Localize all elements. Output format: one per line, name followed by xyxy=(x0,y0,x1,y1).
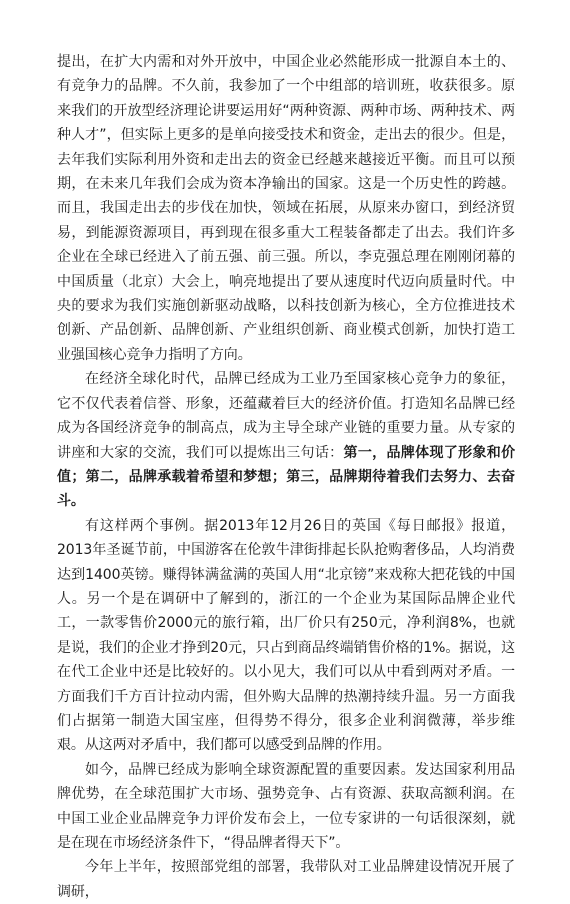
paragraph-4-text: 如今，品牌已经成为影响全球资源配置的重要因素。发达国家利用品牌优势，在全球范围扩大市场、强势竞争、占有资源、获取高额利润。在中国工业企业品牌竞争力评价发布会上，一位专家讲的一句话很深刻，就是在现在市场经济条件下，“得品牌者得天下”。 xyxy=(57,761,515,851)
document-page xyxy=(57,50,515,904)
paragraph-1 xyxy=(57,50,515,367)
paragraph-5-text: 今年上半年，按照部党组的部署，我带队对工业品牌建设情况开展了调研， xyxy=(57,859,515,900)
paragraph-1-text: 提出，在扩大内需和对外开放中，中国企业必然能形成一批源自本土的、有竞争力的品牌。不久前，我参加了一个中组部的培训班，收获很多。原来我们的开放型经济理论讲要运用好“两种资源、两种市场、两种技术、两种人才”，但实际上更多的是单向接受技术和资金，走出去的很少。但是，去年我们实际利用外资和走出去的资金已经越来越接近平衡。而且可以预期，在未来几年我们会成为资本净输出的国家。这是一个历史性的跨越。而且，我国走出去的步伐在加快，领域在拓展，从原来办窗口，到经济贸易，到能源资源项目，再到现在很多重大工程装备都走了出去。我们许多企业在全球已经进入了前五强、前三强。所以，李克强总理在刚刚闭幕的中国质量（北京）大会上，响亮地提出了要从速度时代迈向质量时代。中央的要求为我们实施创新驱动战略，以科技创新为核心，全方位推进技术创新、产品创新、品牌创新、产业组织创新、商业模式创新，加快打造工业强国核心竞争力指明了方向。 xyxy=(57,54,515,363)
paragraph-3 xyxy=(57,514,515,758)
paragraph-3-text: 有这样两个事例。据2013年12月26日的英国《每日邮报》报道，2013年圣诞节前，中国游客在伦敦牛津街排起长队抢购奢侈品，人均消费达到1400英镑。赚得钵满盆满的英国人用“北京镑”来戏称大把花钱的中国人。另一个是在调研中了解到的，浙江的一个企业为某国际品牌企业代工，一款零售价2000元的旅行箱，出厂价只有250元，净利润8%，也就是说，我们的企业才挣到20元，只占到商品终端销售价格的1%。据说，这在代工企业中还是比较好的。以小见大，我们可以从中看到两对矛盾。一方面我们千方百计拉动内需，但外购大品牌的热潮持续升温。另一方面我们占据第一制造大国宝座，但得势不得分，很多企业利润微薄，举步维艰。从这两对矛盾中，我们都可以感受到品牌的作用。 xyxy=(57,517,515,754)
paragraph-5 xyxy=(57,855,515,904)
paragraph-2-text: 在经济全球化时代，品牌已经成为工业乃至国家核心竞争力的象征，它不仅代表着信誉、形象，还蕴藏着巨大的经济价值。打造知名品牌已经成为各国经济竞争的制高点，成为主导全球产业链的重要力量。从专家的讲座和大家的交流，我们可以提炼出三句话： xyxy=(57,371,515,461)
paragraph-2 xyxy=(57,367,515,513)
paragraph-2-bold-text: 第一，品牌体现了形象和价值；第二，品牌承载着希望和梦想；第三，品牌期待着我们去努力、去奋斗。 xyxy=(57,444,515,510)
